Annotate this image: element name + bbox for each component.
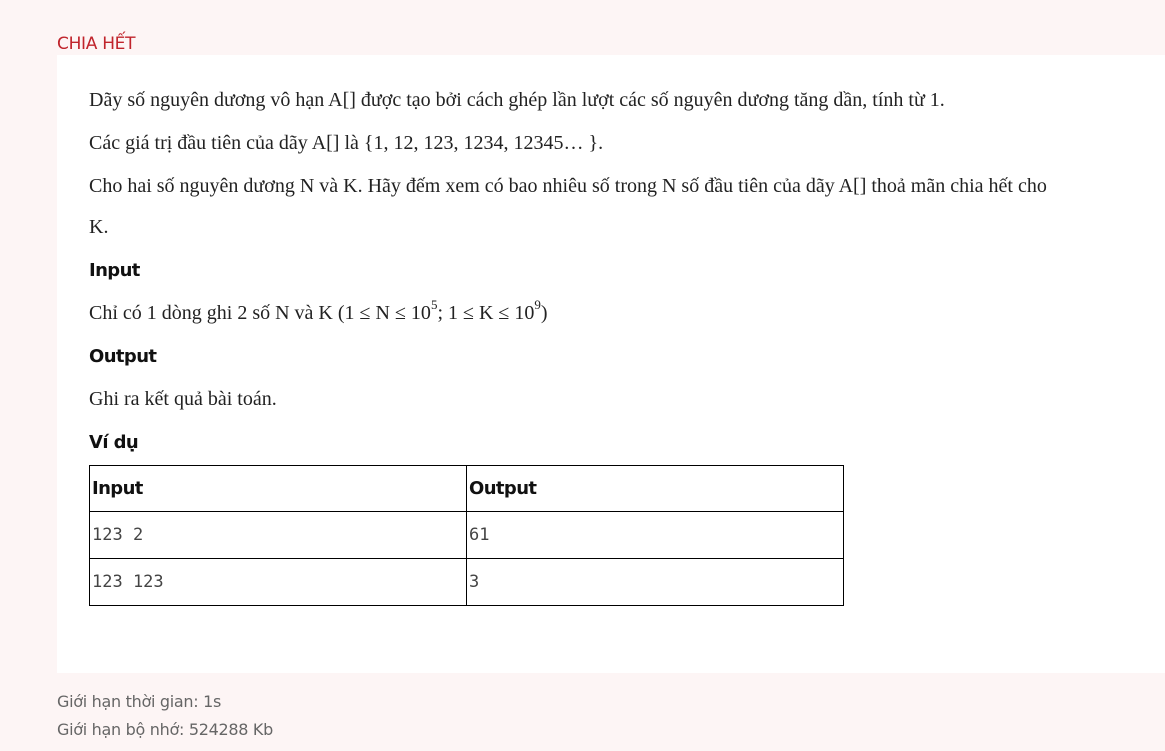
table-row: [90, 559, 844, 606]
example-output-column-header: Output: [467, 466, 844, 512]
statement-paragraph-3: Cho hai số nguyên dương N và K. Hãy đếm xem có bao nhiêu số trong N số đầu tiên của dãy A[] thoả mãn chia hết cho: [89, 175, 1047, 197]
n-upper-bound-exponent: 5: [430, 297, 438, 313]
example-output-cell: 61: [467, 512, 844, 559]
input-description: [89, 297, 548, 325]
statement-paragraph-2: Các giá trị đầu tiên của dãy A[] là {1, 12, 123, 1234, 12345… }.: [89, 132, 604, 154]
memory-limit: Giới hạn bộ nhớ: 524288 Kb: [57, 720, 273, 739]
input-description-suffix: ): [540, 302, 548, 324]
output-heading: Output: [89, 346, 157, 367]
example-output-cell: 3: [467, 559, 844, 606]
example-input-cell: 123 2: [90, 512, 467, 559]
problem-statement-panel: [57, 55, 1165, 673]
table-row: [90, 512, 844, 559]
statement-paragraph-1: Dãy số nguyên dương vô hạn A[] được tạo bởi cách ghép lần lượt các số nguyên dương tăng dần, tính từ 1.: [89, 89, 945, 111]
example-table-header-row: [90, 466, 844, 512]
example-heading: Ví dụ: [89, 432, 139, 453]
input-description-prefix: Chỉ có 1 dòng ghi 2 số N và K (1 ≤ N ≤ 10: [89, 302, 431, 324]
problem-title: CHIA HẾT: [57, 34, 136, 54]
output-description: Ghi ra kết quả bài toán.: [89, 388, 277, 410]
example-input-cell: 123 123: [90, 559, 467, 606]
example-table: [89, 465, 844, 606]
statement-paragraph-3-continued: K.: [89, 216, 109, 238]
input-description-middle: ; 1 ≤ K ≤ 10: [437, 302, 535, 324]
time-limit: Giới hạn thời gian: 1s: [57, 692, 222, 711]
example-input-column-header: Input: [90, 466, 467, 512]
k-upper-bound-exponent: 9: [534, 297, 541, 313]
input-heading: Input: [89, 260, 140, 281]
